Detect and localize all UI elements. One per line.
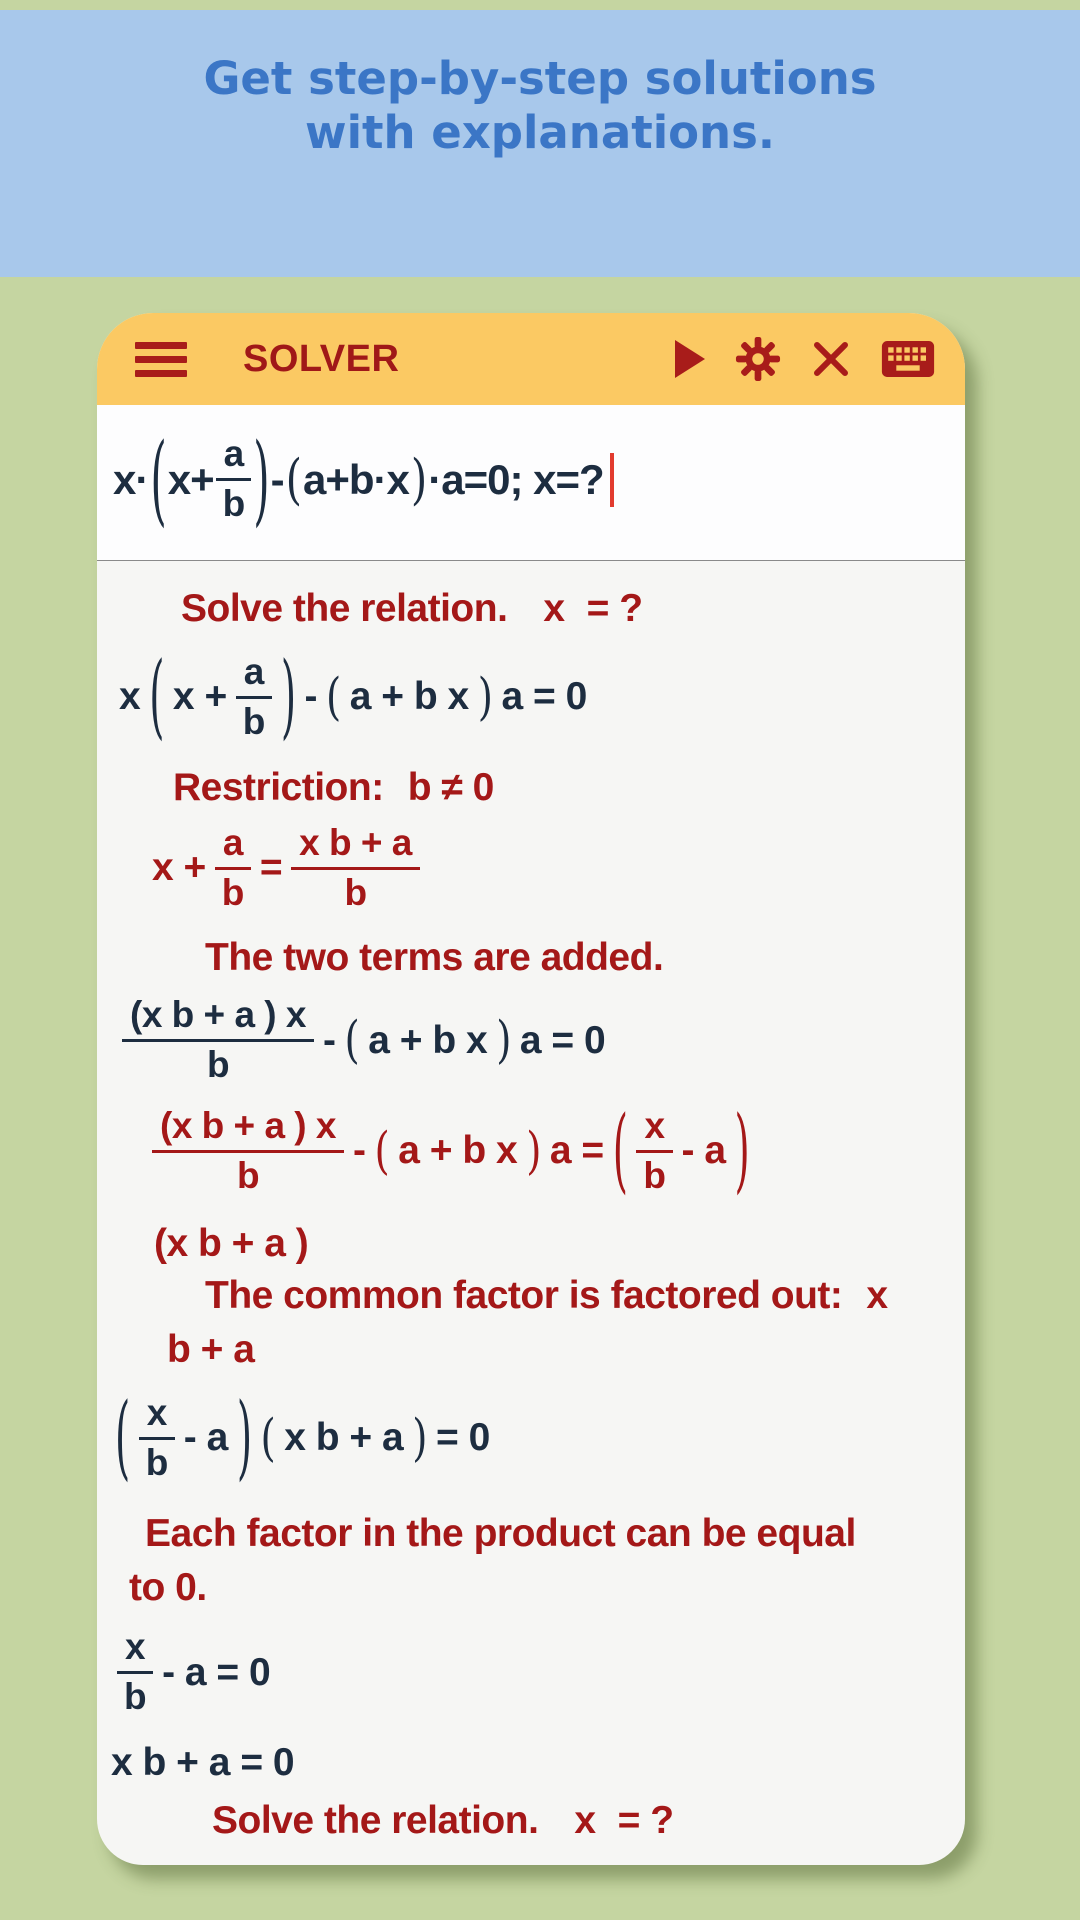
expression bbox=[113, 420, 616, 536]
open-paren: ( bbox=[285, 447, 301, 511]
fraction bbox=[152, 1107, 344, 1196]
math-token: a + b x bbox=[398, 1129, 518, 1173]
solver-toolbar bbox=[97, 313, 965, 405]
math-token: - bbox=[352, 1129, 366, 1173]
solution-area[interactable] bbox=[97, 561, 965, 1865]
expr-token: a+b·x bbox=[303, 455, 409, 503]
denominator: b bbox=[242, 700, 265, 742]
fraction bbox=[291, 821, 420, 913]
play-icon[interactable] bbox=[675, 340, 705, 378]
step-instruction bbox=[145, 1512, 865, 1556]
hero-line1: Get step-by-step solutions bbox=[203, 52, 877, 105]
open-paren: ( bbox=[612, 1098, 628, 1205]
menu-icon[interactable] bbox=[135, 342, 187, 377]
math-token: - a bbox=[183, 1416, 228, 1460]
math-token: = bbox=[259, 846, 283, 890]
close-paren: ) bbox=[280, 644, 296, 751]
math-token: a + b x bbox=[368, 1018, 488, 1062]
step-text: The two terms are added. bbox=[205, 936, 664, 980]
toolbar-title: SOLVER bbox=[243, 337, 400, 380]
numerator: x bbox=[117, 1628, 153, 1674]
math-token: x b + a = 0 bbox=[111, 1741, 295, 1785]
fraction bbox=[216, 435, 252, 524]
denominator: b bbox=[344, 871, 367, 913]
close-paren: ) bbox=[253, 420, 269, 536]
denominator: b bbox=[145, 1441, 168, 1483]
step-text: x bbox=[543, 587, 565, 630]
fraction bbox=[122, 996, 314, 1085]
step-equation bbox=[152, 1098, 758, 1205]
denominator: b bbox=[222, 483, 245, 524]
denominator: b bbox=[206, 1044, 230, 1086]
step-equation bbox=[115, 1385, 499, 1491]
numerator: a bbox=[236, 653, 272, 699]
step-instruction bbox=[167, 1328, 263, 1372]
math-token: = 0 bbox=[435, 1416, 490, 1460]
fraction bbox=[236, 653, 272, 742]
step-text: Restriction: bbox=[173, 765, 384, 809]
expr-token: x· bbox=[113, 455, 149, 503]
step-instruction bbox=[205, 936, 672, 980]
denominator: b bbox=[236, 1154, 260, 1196]
open-paren: ( bbox=[344, 1011, 360, 1070]
math-token: - bbox=[322, 1018, 336, 1062]
hero-line2: with explanations. bbox=[305, 106, 775, 159]
solver-card bbox=[97, 313, 965, 1865]
open-paren: ( bbox=[149, 644, 164, 751]
numerator: x bbox=[636, 1107, 672, 1153]
step-equation bbox=[122, 996, 614, 1085]
fraction bbox=[117, 1628, 153, 1717]
expr-token: ·a=0; x=? bbox=[428, 455, 604, 503]
math-token: a = 0 bbox=[501, 675, 587, 719]
open-paren: ( bbox=[374, 1122, 390, 1181]
step-text: b ≠ 0 bbox=[407, 765, 494, 809]
expression-input[interactable] bbox=[97, 405, 965, 561]
math-token: x bbox=[119, 675, 141, 719]
close-paren: ) bbox=[734, 1098, 750, 1205]
gear-icon[interactable] bbox=[735, 336, 781, 382]
expr-token: x+ bbox=[167, 455, 214, 503]
step-equation bbox=[152, 821, 429, 913]
step-instruction bbox=[205, 1274, 897, 1318]
denominator: b bbox=[221, 871, 244, 913]
keyboard-icon[interactable] bbox=[881, 339, 935, 379]
step-instruction bbox=[212, 1799, 683, 1843]
step-equation bbox=[117, 1628, 279, 1717]
denominator: b bbox=[643, 1154, 666, 1196]
step-text: (x b + a ) bbox=[154, 1221, 309, 1265]
open-paren: ( bbox=[326, 668, 341, 727]
step-text: x bbox=[574, 1799, 596, 1843]
fraction bbox=[636, 1107, 672, 1196]
numerator: a bbox=[215, 824, 251, 870]
numerator: x b + a bbox=[291, 824, 420, 870]
step-text: = ? bbox=[617, 1799, 674, 1843]
math-token: - a bbox=[681, 1129, 726, 1173]
close-paren: ) bbox=[496, 1011, 511, 1070]
close-paren: ) bbox=[412, 1408, 427, 1468]
numerator: a bbox=[216, 435, 252, 481]
step-text: Solve the relation. bbox=[212, 1799, 539, 1843]
numerator: x bbox=[139, 1394, 175, 1440]
math-token: x b + a bbox=[284, 1416, 404, 1460]
numerator: (x b + a ) x bbox=[122, 996, 314, 1042]
open-paren: ( bbox=[115, 1385, 130, 1491]
math-token: x + bbox=[152, 846, 206, 890]
close-paren: ) bbox=[526, 1122, 541, 1181]
close-paren: ) bbox=[410, 447, 427, 511]
step-text: Solve the relation. bbox=[181, 587, 508, 630]
step-instruction bbox=[173, 766, 503, 810]
close-icon[interactable] bbox=[811, 339, 851, 379]
step-text: b + a bbox=[167, 1327, 255, 1371]
math-token: x + bbox=[172, 675, 227, 719]
step-equation bbox=[119, 644, 596, 751]
expr-token: - bbox=[270, 455, 284, 503]
math-token: - bbox=[304, 675, 318, 719]
denominator: b bbox=[123, 1676, 147, 1718]
numerator: (x b + a ) x bbox=[152, 1107, 344, 1153]
close-paren: ) bbox=[477, 668, 493, 727]
fraction bbox=[139, 1391, 175, 1483]
step-text: = ? bbox=[586, 587, 643, 630]
step-instruction bbox=[129, 1566, 216, 1610]
step-equation bbox=[111, 1741, 303, 1785]
step-text: The common factor is factored out: bbox=[205, 1273, 843, 1317]
close-paren: ) bbox=[236, 1385, 252, 1491]
text-cursor bbox=[610, 453, 614, 507]
math-token: - a = 0 bbox=[162, 1650, 271, 1694]
math-token: a + b x bbox=[349, 675, 469, 719]
hero-banner bbox=[0, 10, 1080, 277]
step-text: Each factor in the product can be equal bbox=[145, 1512, 856, 1556]
fraction bbox=[215, 821, 251, 913]
open-paren: ( bbox=[260, 1408, 276, 1468]
math-token: a = bbox=[549, 1129, 604, 1173]
step-text: x bbox=[866, 1273, 888, 1317]
step-text: to 0. bbox=[129, 1566, 207, 1610]
step-text-line bbox=[154, 1222, 317, 1266]
open-paren: ( bbox=[150, 420, 166, 536]
step-instruction bbox=[181, 587, 652, 631]
math-token: a = 0 bbox=[519, 1018, 606, 1062]
